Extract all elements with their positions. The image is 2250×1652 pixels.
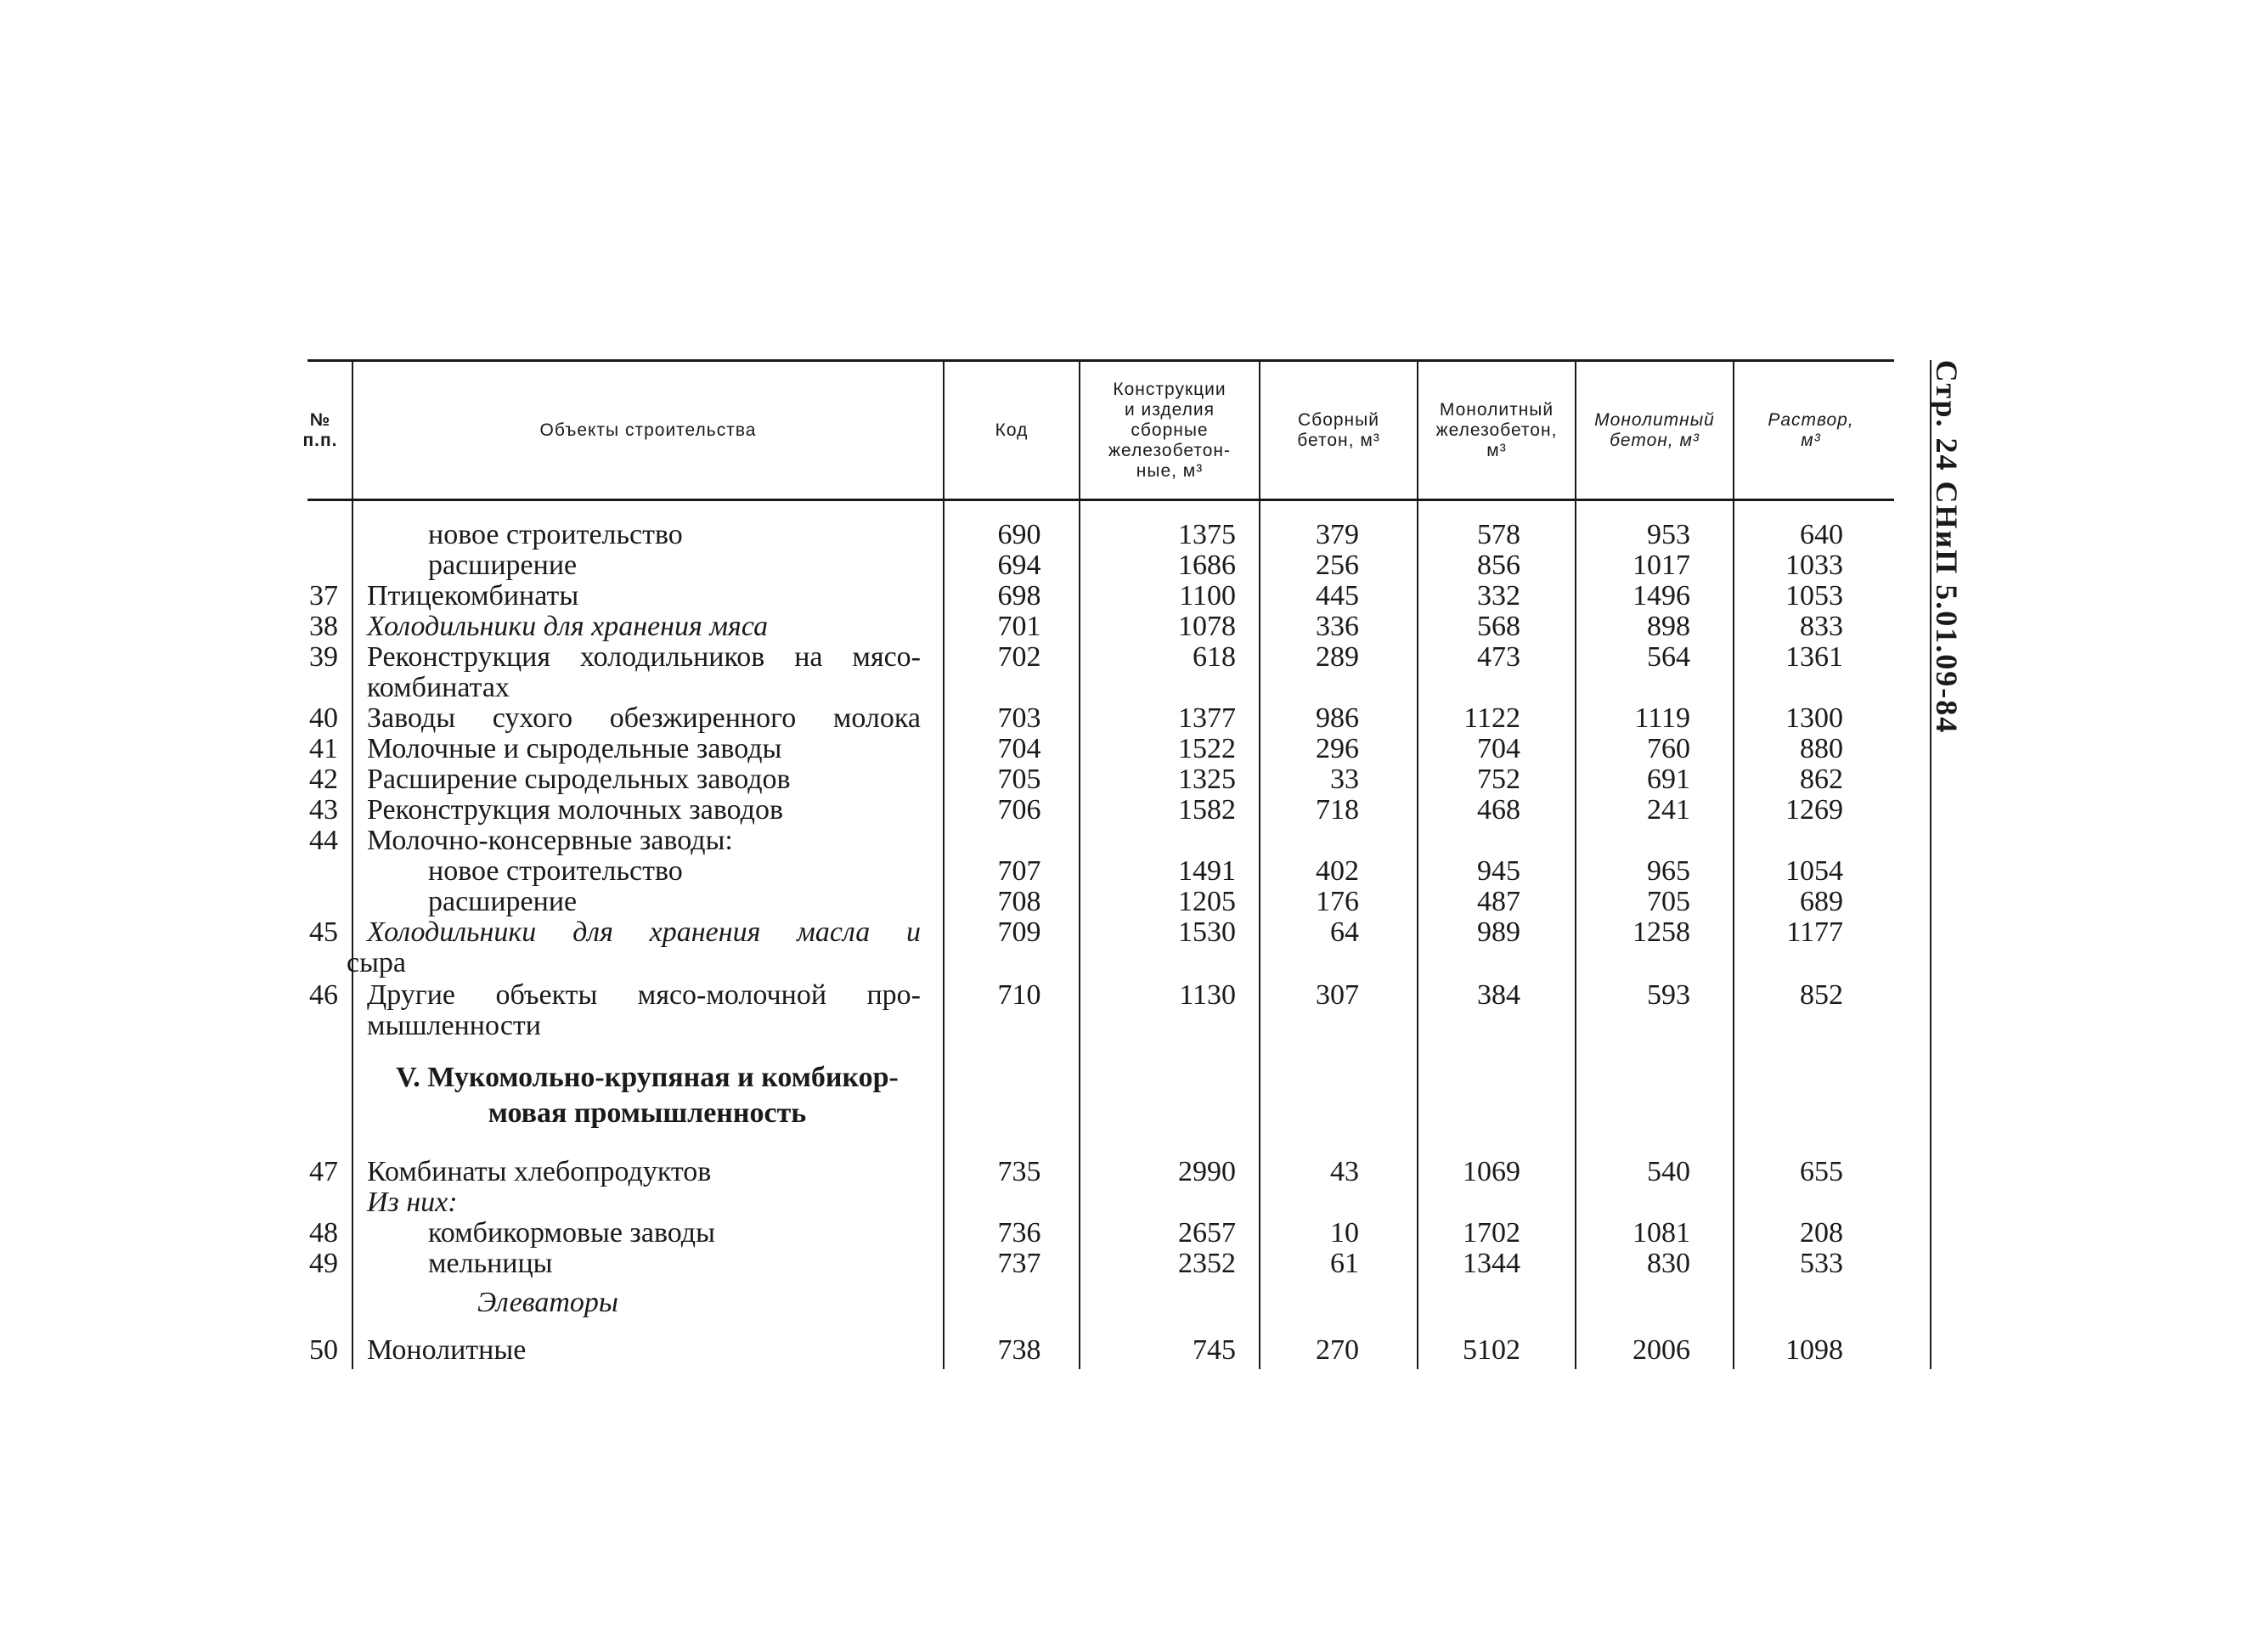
table-row bbox=[0, 795, 2250, 826]
table-row bbox=[0, 1335, 2250, 1366]
row-value: 241 bbox=[1647, 794, 1690, 826]
row-name: Холодильники для хранения мяса bbox=[367, 611, 769, 642]
row-value: 1033 bbox=[1785, 550, 1843, 581]
row-value: 953 bbox=[1647, 519, 1690, 550]
header-num: № п.п. bbox=[302, 410, 338, 450]
row-value: 33 bbox=[1330, 764, 1359, 795]
row-name: расширение bbox=[428, 886, 578, 917]
row-number: 48 bbox=[309, 1217, 338, 1249]
row-value: 2990 bbox=[1178, 1156, 1236, 1187]
row-name: новое строительство bbox=[428, 519, 683, 550]
table-row bbox=[0, 550, 2250, 581]
row-number: 49 bbox=[309, 1248, 338, 1279]
table-row bbox=[0, 520, 2250, 550]
row-name: Реконструкция холодильников на мясо- bbox=[367, 641, 921, 673]
row-value: 618 bbox=[1193, 641, 1236, 673]
row-number: 41 bbox=[309, 733, 338, 764]
row-code: 701 bbox=[997, 611, 1041, 642]
row-code: 690 bbox=[997, 519, 1041, 550]
row-value: 5102 bbox=[1463, 1334, 1520, 1366]
row-code: 708 bbox=[997, 886, 1041, 917]
table-row bbox=[0, 980, 2250, 1011]
row-code: 709 bbox=[997, 916, 1041, 948]
row-number: 44 bbox=[309, 825, 338, 856]
row-value: 402 bbox=[1316, 855, 1359, 887]
row-value: 1069 bbox=[1463, 1156, 1520, 1187]
row-value: 833 bbox=[1800, 611, 1843, 642]
row-code: 738 bbox=[997, 1334, 1041, 1366]
row-value: 745 bbox=[1193, 1334, 1236, 1366]
row-value: 880 bbox=[1800, 733, 1843, 764]
row-value: 208 bbox=[1800, 1217, 1843, 1249]
table-row bbox=[0, 734, 2250, 764]
row-name: Заводы сухого обезжиренного молока bbox=[367, 702, 921, 734]
row-number: 45 bbox=[309, 916, 338, 948]
subheading-elevators: Элеваторы bbox=[477, 1287, 618, 1318]
row-value: 1686 bbox=[1178, 550, 1236, 581]
row-value: 270 bbox=[1316, 1334, 1359, 1366]
row-value: 296 bbox=[1316, 733, 1359, 764]
row-name-continuation: комбинатах bbox=[367, 672, 510, 703]
row-value: 1344 bbox=[1463, 1248, 1520, 1279]
table-row bbox=[0, 1157, 2250, 1187]
row-name: мельницы bbox=[428, 1248, 553, 1279]
side-title-text: Стр. 24 СНиП 5.01.09-84 bbox=[1930, 359, 1964, 735]
row-code: 702 bbox=[997, 641, 1041, 673]
row-value: 540 bbox=[1647, 1156, 1690, 1187]
row-name-continuation: сыра bbox=[347, 947, 407, 978]
row-name: Молочные и сыродельные заводы bbox=[367, 733, 782, 764]
row-code: 703 bbox=[997, 702, 1041, 734]
row-code: 694 bbox=[997, 550, 1041, 581]
row-number: 37 bbox=[309, 580, 338, 612]
row-value: 564 bbox=[1647, 641, 1690, 673]
row-value: 945 bbox=[1477, 855, 1520, 887]
header-col3: Монолитный железобетон, м³ bbox=[1435, 400, 1558, 460]
row-value: 487 bbox=[1477, 886, 1520, 917]
row-name: Реконструкция молочных заводов bbox=[367, 794, 784, 826]
row-value: 289 bbox=[1316, 641, 1359, 673]
row-code: 698 bbox=[997, 580, 1041, 612]
row-value: 830 bbox=[1647, 1248, 1690, 1279]
row-name: Монолитные bbox=[367, 1334, 527, 1366]
row-value: 176 bbox=[1316, 886, 1359, 917]
row-value: 718 bbox=[1316, 794, 1359, 826]
header-object: Объекты строительства bbox=[539, 420, 757, 440]
row-name: расширение bbox=[428, 550, 578, 581]
row-value: 1081 bbox=[1633, 1217, 1690, 1249]
row-name: Холодильники для хранения масла и bbox=[367, 916, 921, 948]
table-row bbox=[0, 887, 2250, 917]
row-value: 760 bbox=[1647, 733, 1690, 764]
row-value: 1053 bbox=[1785, 580, 1843, 612]
row-number: 38 bbox=[309, 611, 338, 642]
row-value: 2006 bbox=[1633, 1334, 1690, 1366]
row-value: 468 bbox=[1477, 794, 1520, 826]
row-value: 1119 bbox=[1634, 702, 1690, 734]
row-name: комбикормовые заводы bbox=[428, 1217, 715, 1249]
row-value: 989 bbox=[1477, 916, 1520, 948]
row-number: 47 bbox=[309, 1156, 338, 1187]
header-col2: Сборный бетон, м³ bbox=[1297, 410, 1380, 450]
table-row bbox=[0, 1187, 2250, 1218]
row-value: 1017 bbox=[1633, 550, 1690, 581]
row-value: 1496 bbox=[1633, 580, 1690, 612]
header-bottom-rule bbox=[307, 499, 1894, 501]
row-name: Молочно-консервные заводы: bbox=[367, 825, 733, 856]
row-value: 1325 bbox=[1178, 764, 1236, 795]
row-value: 1530 bbox=[1178, 916, 1236, 948]
row-number: 40 bbox=[309, 702, 338, 734]
row-number: 42 bbox=[309, 764, 338, 795]
row-value: 1205 bbox=[1178, 886, 1236, 917]
row-value: 332 bbox=[1477, 580, 1520, 612]
table-row bbox=[0, 642, 2250, 673]
row-value: 862 bbox=[1800, 764, 1843, 795]
table-row bbox=[0, 612, 2250, 642]
row-value: 1269 bbox=[1785, 794, 1843, 826]
row-value: 10 bbox=[1330, 1217, 1359, 1249]
table-row bbox=[0, 826, 2250, 856]
table-row-continuation bbox=[0, 1011, 2250, 1041]
row-value: 1491 bbox=[1178, 855, 1236, 887]
row-value: 898 bbox=[1647, 611, 1690, 642]
row-value: 64 bbox=[1330, 916, 1359, 948]
row-value: 2352 bbox=[1178, 1248, 1236, 1279]
row-value: 1582 bbox=[1178, 794, 1236, 826]
row-value: 852 bbox=[1800, 979, 1843, 1011]
row-value: 2657 bbox=[1178, 1217, 1236, 1249]
table-row-continuation bbox=[0, 673, 2250, 703]
row-value: 856 bbox=[1477, 550, 1520, 581]
row-value: 533 bbox=[1800, 1248, 1843, 1279]
row-value: 578 bbox=[1477, 519, 1520, 550]
row-value: 256 bbox=[1316, 550, 1359, 581]
row-value: 445 bbox=[1316, 580, 1359, 612]
row-code: 737 bbox=[997, 1248, 1041, 1279]
row-name: Комбинаты хлебопродуктов bbox=[367, 1156, 712, 1187]
row-value: 655 bbox=[1800, 1156, 1843, 1187]
header-code: Код bbox=[995, 420, 1029, 440]
row-code: 735 bbox=[997, 1156, 1041, 1187]
row-value: 752 bbox=[1477, 764, 1520, 795]
row-value: 705 bbox=[1647, 886, 1690, 917]
row-value: 986 bbox=[1316, 702, 1359, 734]
row-value: 965 bbox=[1647, 855, 1690, 887]
row-name-continuation: мышленности bbox=[367, 1010, 541, 1041]
section-heading-line1: V. Мукомольно-крупяная и комбикор- bbox=[396, 1062, 899, 1093]
row-value: 1361 bbox=[1785, 641, 1843, 673]
row-value: 307 bbox=[1316, 979, 1359, 1011]
row-value: 336 bbox=[1316, 611, 1359, 642]
row-value: 1300 bbox=[1785, 702, 1843, 734]
row-value: 43 bbox=[1330, 1156, 1359, 1187]
table-row bbox=[0, 917, 2250, 948]
section-heading-line2: мовая промышленность bbox=[488, 1097, 807, 1129]
table-row bbox=[0, 856, 2250, 887]
row-value: 379 bbox=[1316, 519, 1359, 550]
header-col5: Раствор, м³ bbox=[1768, 410, 1854, 450]
row-value: 1078 bbox=[1178, 611, 1236, 642]
row-code: 704 bbox=[997, 733, 1041, 764]
row-number: 43 bbox=[309, 794, 338, 826]
row-number: 50 bbox=[309, 1334, 338, 1366]
table-row bbox=[0, 703, 2250, 734]
header-col1: Конструкции и изделия сборные железобетон- ные, м³ bbox=[1108, 380, 1231, 481]
row-code: 707 bbox=[997, 855, 1041, 887]
row-value: 1054 bbox=[1785, 855, 1843, 887]
row-value: 384 bbox=[1477, 979, 1520, 1011]
row-name: Другие объекты мясо-молочной про- bbox=[367, 979, 921, 1011]
row-name: Птицекомбинаты bbox=[367, 580, 579, 612]
row-number: 46 bbox=[309, 979, 338, 1011]
section-heading bbox=[367, 1060, 928, 1131]
row-value: 568 bbox=[1477, 611, 1520, 642]
row-value: 1100 bbox=[1179, 580, 1236, 612]
table-top-rule bbox=[307, 359, 1894, 362]
table-row-continuation bbox=[0, 948, 2250, 978]
row-value: 704 bbox=[1477, 733, 1520, 764]
table-row bbox=[0, 1249, 2250, 1279]
row-value: 1130 bbox=[1179, 979, 1236, 1011]
row-name: Расширение сыродельных заводов bbox=[367, 764, 791, 795]
row-value: 61 bbox=[1330, 1248, 1359, 1279]
row-value: 1702 bbox=[1463, 1217, 1520, 1249]
table-row bbox=[0, 764, 2250, 795]
table-row bbox=[0, 1218, 2250, 1249]
row-value: 640 bbox=[1800, 519, 1843, 550]
row-value: 1177 bbox=[1786, 916, 1843, 948]
row-value: 1377 bbox=[1178, 702, 1236, 734]
row-value: 1098 bbox=[1785, 1334, 1843, 1366]
row-value: 593 bbox=[1647, 979, 1690, 1011]
row-value: 1122 bbox=[1463, 702, 1520, 734]
row-code: 736 bbox=[997, 1217, 1041, 1249]
row-code: 706 bbox=[997, 794, 1041, 826]
row-code: 705 bbox=[997, 764, 1041, 795]
row-value: 1375 bbox=[1178, 519, 1236, 550]
row-number: 39 bbox=[309, 641, 338, 673]
row-value: 1522 bbox=[1178, 733, 1236, 764]
row-name: новое строительство bbox=[428, 855, 683, 887]
row-value: 1258 bbox=[1633, 916, 1690, 948]
row-code: 710 bbox=[997, 979, 1041, 1011]
header-col4: Монолитный бетон, м³ bbox=[1594, 410, 1715, 450]
row-value: 691 bbox=[1647, 764, 1690, 795]
row-value: 689 bbox=[1800, 886, 1843, 917]
row-name: Из них: bbox=[367, 1187, 458, 1218]
row-value: 473 bbox=[1477, 641, 1520, 673]
table-row bbox=[0, 581, 2250, 612]
